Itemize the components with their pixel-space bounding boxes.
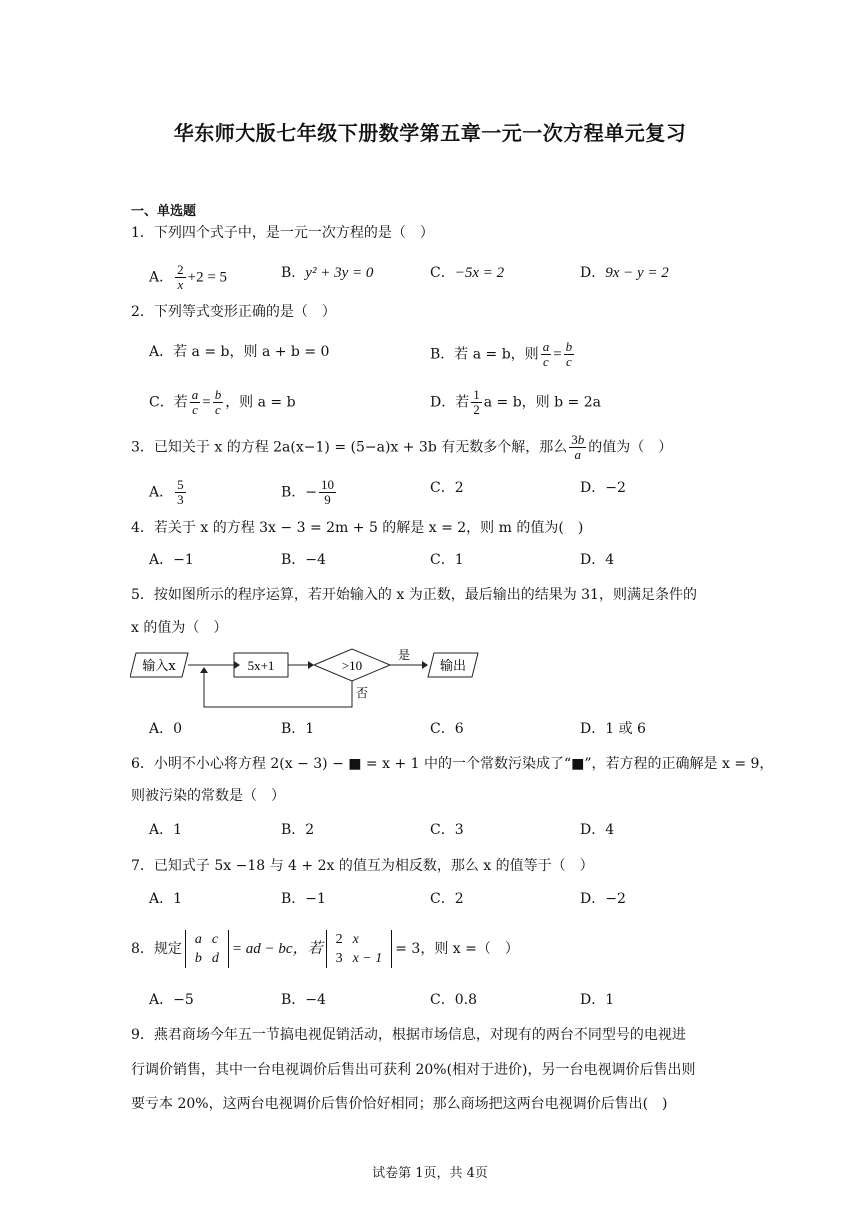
q1-d-expr: 9x − y = 2 xyxy=(605,265,669,281)
q5-option-b: B．1 xyxy=(281,721,315,737)
q2-option-a: A．若 a = b，则 a + b = 0 xyxy=(149,344,330,360)
q1-option-c xyxy=(430,263,504,283)
q8-stem xyxy=(131,930,519,968)
q8-pre: 8．规定 xyxy=(131,941,182,957)
q9-stem-line2: 行调价销售，其中一台电视调价后售出可获利 20%(相对于进价)，另一台电视调价后售出则 xyxy=(131,1062,696,1078)
q2-c-pre: C．若 xyxy=(149,394,188,411)
q6-stem-line2: 则被污染的常数是（ ） xyxy=(131,788,285,804)
q5-stem-line1: 5．按如图所示的程序运算，若开始输入的 x 为正数，最后输出的结果为 31，则满足条件的 xyxy=(131,587,697,603)
q1-a-tail: +2 = 5 xyxy=(187,269,228,286)
q1-c-expr: −5x = 2 xyxy=(454,265,505,281)
flow-input-text: 输入x xyxy=(142,659,176,674)
q6-stem-line1: 6．小明不小心将方程 2(x − 3) − ■ = x + 1 中的一个常数污染成了“■”，若方程的正确解是 x = 9， xyxy=(131,756,774,772)
q5-option-d: D．1 或 6 xyxy=(580,721,646,737)
q7-option-a: A．1 xyxy=(149,891,183,907)
q2-option-c: C．若 $\frac{a}{c}$ = $\frac{b}{c}$ ，则 a = b xyxy=(149,387,296,417)
q8-mid: = ad − bc，若 xyxy=(231,941,323,957)
q6-option-a: A．1 xyxy=(149,822,183,838)
page-title: 华东师大版七年级下册数学第五章一元一次方程单元复习 xyxy=(173,121,687,145)
q4-option-a: A．−1 xyxy=(149,552,194,568)
q2-c-post: ，则 a = b xyxy=(225,394,296,411)
q2-stem: 2．下列等式变形正确的是（ ） xyxy=(131,304,336,320)
q6-option-c: C．3 xyxy=(430,822,464,838)
q8-option-a: A．−5 xyxy=(149,992,194,1008)
q2-d-post: a = b，则 b = 2a xyxy=(483,394,601,411)
q8-option-c: C．0.8 xyxy=(430,992,477,1008)
q1-stem: 1．下列四个式子中，是一元一次方程的是（ ） xyxy=(131,225,434,241)
q3-b-label: B．− xyxy=(281,484,318,501)
q5-option-a: A．0 xyxy=(149,721,183,737)
q9-stem-line1: 9．燕君商场今年五一节搞电视促销活动，根据市场信息，对现有的两台不同型号的电视进 xyxy=(131,1027,686,1043)
flow-loop-line xyxy=(204,669,352,707)
q3-a-label: A． xyxy=(149,484,174,501)
q8-option-d: D．1 xyxy=(580,992,615,1008)
q1-b-expr: y² + 3y = 0 xyxy=(305,265,374,281)
q3-option-c: C．2 xyxy=(430,480,464,496)
q4-option-c: C．1 xyxy=(430,552,464,568)
q8-determinant: 2 x 3 x − 1 xyxy=(326,930,393,968)
q4-stem: 4．若关于 x 的方程 3x − 3 = 2m + 5 的解是 x = 2，则 m 的值为( ) xyxy=(131,520,584,536)
q7-option-b: B．−1 xyxy=(281,891,326,907)
q1-a-fraction: $\frac{2}{x}$ xyxy=(177,262,184,292)
q3-stem-post: 的值为（ ） xyxy=(588,439,673,456)
flow-output-text: 输出 xyxy=(439,659,467,674)
q8-determinant-def: a c b d xyxy=(185,930,229,968)
q1-option-d xyxy=(580,263,669,283)
q6-option-d: D．4 xyxy=(580,822,615,838)
q8-option-b: B．−4 xyxy=(281,992,326,1008)
q1-option-b xyxy=(281,263,373,283)
q1-b-label: B． xyxy=(281,265,306,281)
q1-option-a xyxy=(149,263,227,292)
q4-option-d: D．4 xyxy=(580,552,615,568)
q2-b-pre: B．若 a = b，则 xyxy=(430,346,539,363)
q2-option-b: B．若 a = b，则 $\frac{a}{c}$ = $\frac{b}{c}$ xyxy=(430,339,573,369)
section-heading: 一、单选题 xyxy=(131,204,197,219)
q2-d-pre: D．若 xyxy=(430,394,470,411)
q4-option-b: B．−4 xyxy=(281,552,326,568)
q6-option-b: B．2 xyxy=(281,822,315,838)
flow-cond-text: >10 xyxy=(341,658,363,673)
q2-option-d: D．若 $\frac{1}{2}$ a = b，则 b = 2a xyxy=(430,387,601,417)
q1-c-label: C． xyxy=(430,265,455,281)
q8-post: = 3，则 x =（ ） xyxy=(395,941,519,957)
q5-option-c: C．6 xyxy=(430,721,464,737)
q7-option-d: D．−2 xyxy=(580,891,626,907)
flow-no-label: 否 xyxy=(356,686,369,700)
page-footer: 试卷第 1页，共 4页 xyxy=(372,1166,488,1181)
q1-d-label: D． xyxy=(580,265,606,281)
q3-stem: 3．已知关于 x 的方程 2a(x−1) = (5−a)x + 3b 有无数多个解，那么 $\frac{3b}{a}$ 的值为（ ） xyxy=(131,432,673,462)
q7-option-c: C．2 xyxy=(430,891,464,907)
q9-stem-line3: 要亏本 20%，这两台电视调价后售价恰好相同；那么商场把这两台电视调价后售出( ) xyxy=(131,1096,668,1112)
flow-op-text: 5x+1 xyxy=(247,658,275,673)
q7-stem: 7．已知式子 5x −18 与 4 + 2x 的值互为相反数，那么 x 的值等于（ ） xyxy=(131,858,594,874)
q5-stem-line2: x 的值为（ ） xyxy=(131,620,228,636)
q3-stem-pre: 3．已知关于 x 的方程 2a(x−1) = (5−a)x + 3b 有无数多个解，那么 xyxy=(131,439,568,456)
flow-yes-label: 是 xyxy=(398,648,411,662)
q3-option-b: B．− $\frac{10}{9}$ xyxy=(281,477,335,507)
q3-option-d: D．−2 xyxy=(580,480,626,496)
q5-flowchart xyxy=(130,645,490,715)
q1-a-label: A． xyxy=(149,269,174,286)
q3-option-a: A． $\frac{5}{3}$ xyxy=(149,477,184,507)
